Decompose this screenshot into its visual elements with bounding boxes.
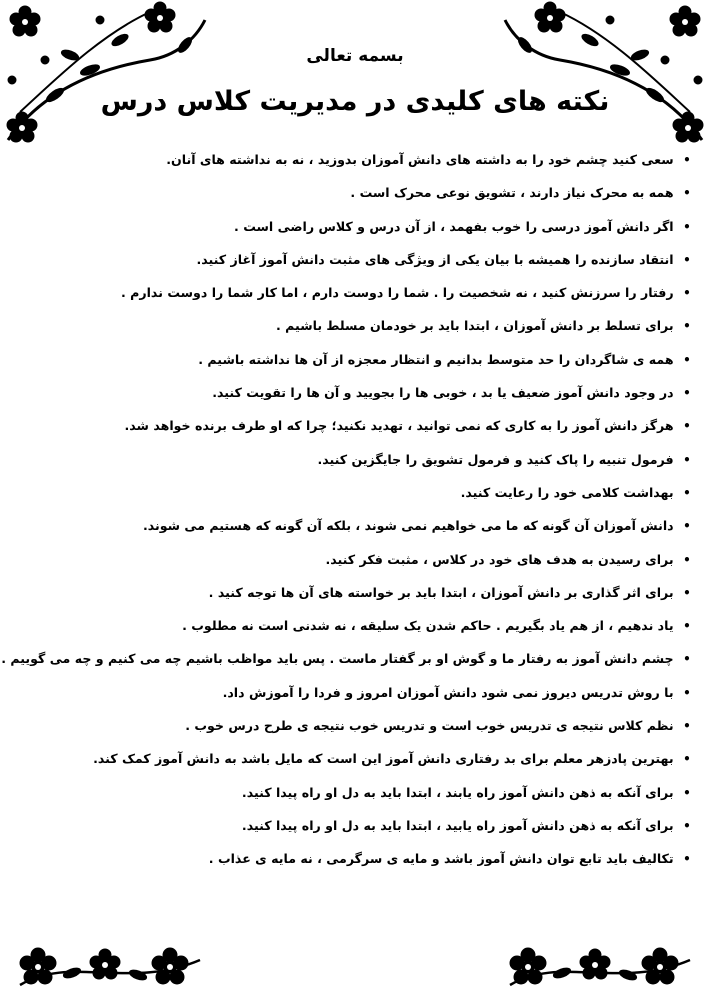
list-item-text: بهترین پادزهر معلم برای بد رفتاری دانش آموز این است که مایل باشد به دانش آموز کمک کند. <box>93 751 674 767</box>
floral-ornament-bottom-right-icon <box>500 935 700 1000</box>
list-item <box>0 676 696 709</box>
bullet-icon: • <box>683 552 691 567</box>
list-item-text: اگر دانش آموز درسی را خوب بفهمد ، از آن درس و کلاس راضی است . <box>234 218 674 234</box>
list-item-text: یاد ندهیم ، از هم یاد بگیریم . حاکم شدن یک سلیقه ، نه شدنی است نه مطلوب . <box>182 618 674 634</box>
list-item-text: با روش تدریس دیروز نمی شود دانش آموزان امروز و فردا را آموزش داد. <box>222 684 674 700</box>
bullet-icon: • <box>683 452 691 467</box>
bullet-icon: • <box>683 652 691 667</box>
list-item <box>0 309 696 342</box>
bullet-icon: • <box>683 352 691 367</box>
list-item <box>0 842 696 875</box>
bullet-icon: • <box>683 818 691 833</box>
list-item-text: سعی کنید چشم خود را به داشته های دانش آموزان بدوزید ، نه به نداشته های آنان. <box>166 152 674 167</box>
floral-ornament-top-left-icon <box>0 0 210 150</box>
page-title: نکته های کلیدی در مدیریت کلاس درس <box>100 86 610 117</box>
list-item-text: برای تسلط بر دانش آموزان ، ابتدا باید بر خودمان مسلط باشیم . <box>276 318 674 334</box>
bullet-icon: • <box>683 785 691 800</box>
list-item-text: دانش آموزان آن گونه که ما می خواهیم نمی شوند ، بلکه آن گونه که هستیم می شوند. <box>142 518 674 534</box>
list-item <box>0 143 696 176</box>
list-item-text: برای آنکه به ذهن دانش آموز راه یابید ، ابتدا باید به دل او راه پیدا کنید. <box>241 817 674 833</box>
list-item-text: در وجود دانش آموز ضعیف یا بد ، خوبی ها را بجویید و آن ها را تقویت کنید. <box>212 385 674 401</box>
list-item-text: تکالیف باید تابع توان دانش آموز باشد و مایه ی سرگرمی ، نه مایه ی عذاب . <box>208 851 674 867</box>
list-item <box>0 709 696 742</box>
bullet-icon: • <box>683 153 691 167</box>
bullet-icon: • <box>683 719 691 734</box>
bullet-icon: • <box>683 419 691 434</box>
list-item-text: بهداشت کلامی خود را رعایت کنید. <box>460 484 674 500</box>
list-item <box>0 642 696 675</box>
list-item-text: رفتار را سرزنش کنید ، نه شخصیت را . شما را دوست دارم ، اما کار شما را دوست ندارم . <box>120 285 674 301</box>
floral-ornament-top-right-icon <box>500 0 710 150</box>
list-item <box>0 776 696 809</box>
bullet-icon: • <box>683 286 691 301</box>
list-item-text: نظم کلاس نتیجه ی تدریس خوب است و تدریس خوب نتیجه ی طرح درس خوب . <box>185 718 674 734</box>
list-item-text: همه ی شاگردان را حد متوسط بدانیم و انتظار معجزه از آن ها نداشته باشیم . <box>198 351 674 367</box>
list-item <box>0 409 696 442</box>
page-subtitle: بسمه تعالی <box>306 46 404 66</box>
list-item <box>0 443 696 476</box>
list-item <box>0 343 696 376</box>
list-item-text: برای آنکه به ذهن دانش آموز راه یابند ، ابتدا باید به دل او راه پیدا کنید. <box>241 784 674 800</box>
bullet-icon: • <box>683 386 691 401</box>
list-item-text: فرمول تنبیه را پاک کنید و فرمول تشویق را جایگزین کنید. <box>317 451 674 467</box>
bullet-icon: • <box>683 685 691 700</box>
list-item-text: هرگز دانش آموز را به کاری که نمی توانید ، تهدید نکنید؛ چرا که او طرف برنده خواهد شد. <box>124 418 674 434</box>
bullet-icon: • <box>683 219 691 234</box>
list-item <box>0 609 696 642</box>
list-item <box>0 576 696 609</box>
bullet-icon: • <box>683 485 691 500</box>
bullet-icon: • <box>683 852 691 867</box>
list-item <box>0 742 696 775</box>
list-item <box>0 276 696 309</box>
list-item <box>0 210 696 243</box>
bullet-icon: • <box>683 252 691 267</box>
list-item <box>0 543 696 576</box>
list-item-text: همه به محرک نیاز دارند ، تشویق نوعی محرک است . <box>350 185 674 201</box>
list-item <box>0 243 696 276</box>
list-item <box>0 509 696 542</box>
bullet-icon: • <box>683 619 691 634</box>
bullet-icon: • <box>683 752 691 767</box>
bullet-icon: • <box>683 319 691 334</box>
list-item <box>0 809 696 842</box>
list-item-text: انتقاد سازنده را همیشه با بیان یکی از ویژگی های مثبت دانش آموز آغاز کنید. <box>196 251 674 267</box>
list-item <box>0 176 696 209</box>
list-item-text: برای اثر گذاری بر دانش آموزان ، ابتدا باید بر خواسته های آن ها توجه کنید . <box>208 584 674 600</box>
key-points-list <box>0 143 696 876</box>
bullet-icon: • <box>683 585 691 600</box>
list-item <box>0 376 696 409</box>
list-item-text: برای رسیدن به هدف های خود در کلاس ، مثبت فکر کنید. <box>325 551 674 567</box>
list-item <box>0 476 696 509</box>
bullet-icon: • <box>683 186 691 201</box>
list-item-text: چشم دانش آموز به رفتار ما و گوش او بر گفتار ماست . پس باید مواظب باشیم چه می کنیم و چه می گوییم . <box>1 651 674 667</box>
bullet-icon: • <box>683 519 691 534</box>
floral-ornament-bottom-left-icon <box>10 935 210 1000</box>
